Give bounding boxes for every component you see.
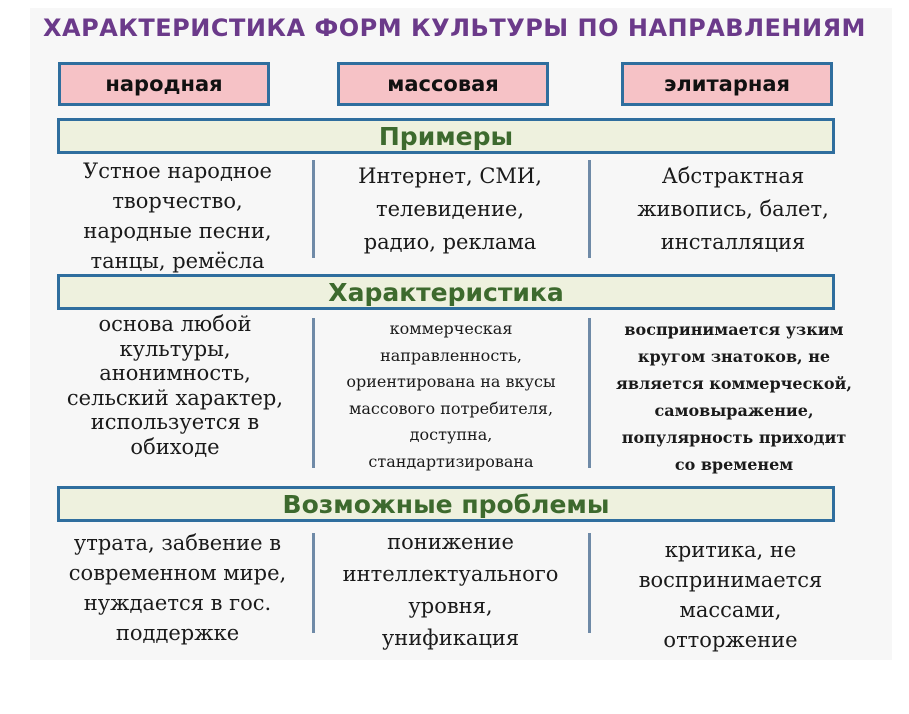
section-heading-problems: Возможные проблемы <box>57 486 835 522</box>
divider-examples-1 <box>312 160 315 258</box>
column-header-mass: массовая <box>337 62 549 106</box>
divider-examples-2 <box>588 160 591 258</box>
diagram-title: ХАРАКТЕРИСТИКА ФОРМ КУЛЬТУРЫ ПО НАПРАВЛЕНИЯМ <box>43 14 866 42</box>
problems-elite: критика, не воспринимается массами, отторжение <box>638 538 823 652</box>
characteristics-mass: коммерческая направленность, ориентирована на вкусы массового потребителя, доступна, стандартизирована <box>346 319 556 471</box>
section-heading-examples: Примеры <box>57 118 835 154</box>
characteristics-elite: воспринимается узким кругом знатоков, не является коммерческой, самовыражение, популярность приходит со временем <box>616 320 852 474</box>
problems-mass: понижение интеллектуального уровня, унификация <box>342 530 559 650</box>
examples-elite: Абстрактная живопись, балет, инсталляция <box>637 164 829 254</box>
section-heading-characteristics: Характеристика <box>57 274 835 310</box>
divider-problems-1 <box>312 533 315 633</box>
characteristics-folk: основа любой культуры, анонимность, сельский характер, используется в обиходе <box>66 312 284 459</box>
problems-folk: утрата, забвение в современном мире, нуждается в гос. поддержке <box>68 531 287 645</box>
divider-characteristics-1 <box>312 318 315 468</box>
divider-characteristics-2 <box>588 318 591 468</box>
column-header-folk: народная <box>58 62 270 106</box>
examples-mass: Интернет, СМИ, телевидение, радио, реклама <box>358 164 542 254</box>
examples-folk: Устное народное творчество, народные песни, танцы, ремёсла <box>83 159 272 273</box>
column-header-elite: элитарная <box>621 62 833 106</box>
divider-problems-2 <box>588 533 591 633</box>
